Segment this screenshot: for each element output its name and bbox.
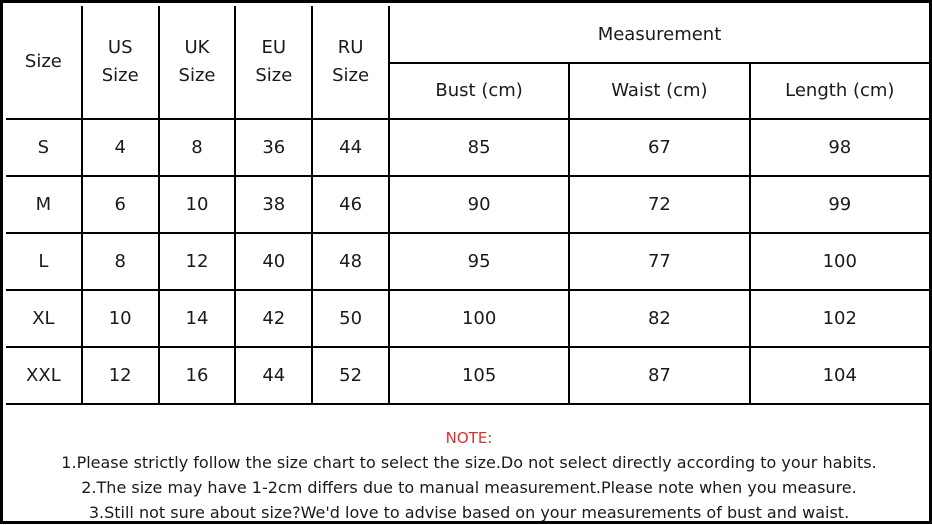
cell-us: 12 [82,347,159,404]
cell-eu: 38 [235,176,312,233]
header-size-label: Size [24,51,62,72]
table-row [6,176,929,233]
header-us-label: US [107,37,133,58]
header-ru-size [312,6,389,119]
header-eu-label: EU [261,37,287,58]
cell-waist: 67 [569,119,749,176]
cell-size: XXL [6,347,82,404]
cell-size: S [6,119,82,176]
cell-bust: 105 [389,347,569,404]
header-size [6,6,82,119]
table-row [6,233,929,290]
cell-size: XL [6,290,82,347]
cell-ru: 52 [312,347,389,404]
header-eu-size [235,6,312,119]
header-length: Length (cm) [750,63,929,119]
cell-eu: 42 [235,290,312,347]
note-title: NOTE: [445,429,493,447]
note-line-1: 1.Please strictly follow the size chart to select the size.Do not select directly according to your habits. [61,453,877,472]
cell-size: L [6,233,82,290]
header-ru-sub: Size [332,65,370,86]
header-uk-label: UK [184,37,210,58]
cell-waist: 77 [569,233,749,290]
cell-uk: 12 [159,233,236,290]
cell-waist: 87 [569,347,749,404]
cell-ru: 50 [312,290,389,347]
cell-waist: 82 [569,290,749,347]
header-waist: Waist (cm) [569,63,749,119]
cell-bust: 85 [389,119,569,176]
cell-ru: 46 [312,176,389,233]
cell-ru: 48 [312,233,389,290]
header-ru-label: RU [337,37,364,58]
cell-length: 98 [750,119,929,176]
cell-us: 6 [82,176,159,233]
header-uk-size [159,6,236,119]
header-measurement: Measurement [389,6,929,63]
note-line-3: 3.Still not sure about size?We'd love to advise based on your measurements of bust and waist. [88,503,850,522]
cell-size: M [6,176,82,233]
table-row [6,119,929,176]
cell-uk: 16 [159,347,236,404]
cell-length: 102 [750,290,929,347]
cell-ru: 44 [312,119,389,176]
cell-us: 4 [82,119,159,176]
table-row [6,290,929,347]
cell-waist: 72 [569,176,749,233]
cell-eu: 44 [235,347,312,404]
notes-section [6,427,932,524]
cell-bust: 90 [389,176,569,233]
cell-length: 99 [750,176,929,233]
cell-bust: 100 [389,290,569,347]
cell-us: 10 [82,290,159,347]
header-eu-sub: Size [255,65,293,86]
cell-us: 8 [82,233,159,290]
cell-length: 104 [750,347,929,404]
header-bust: Bust (cm) [389,63,569,119]
header-uk-sub: Size [178,65,216,86]
cell-length: 100 [750,233,929,290]
header-us-sub: Size [101,65,139,86]
cell-uk: 8 [159,119,236,176]
cell-eu: 36 [235,119,312,176]
cell-bust: 95 [389,233,569,290]
cell-eu: 40 [235,233,312,290]
cell-uk: 14 [159,290,236,347]
cell-uk: 10 [159,176,236,233]
table-row [6,347,929,404]
header-us-size [82,6,159,119]
note-line-2: 2.The size may have 1-2cm differs due to manual measurement.Please note when you measure. [81,478,857,497]
size-table [6,6,929,405]
